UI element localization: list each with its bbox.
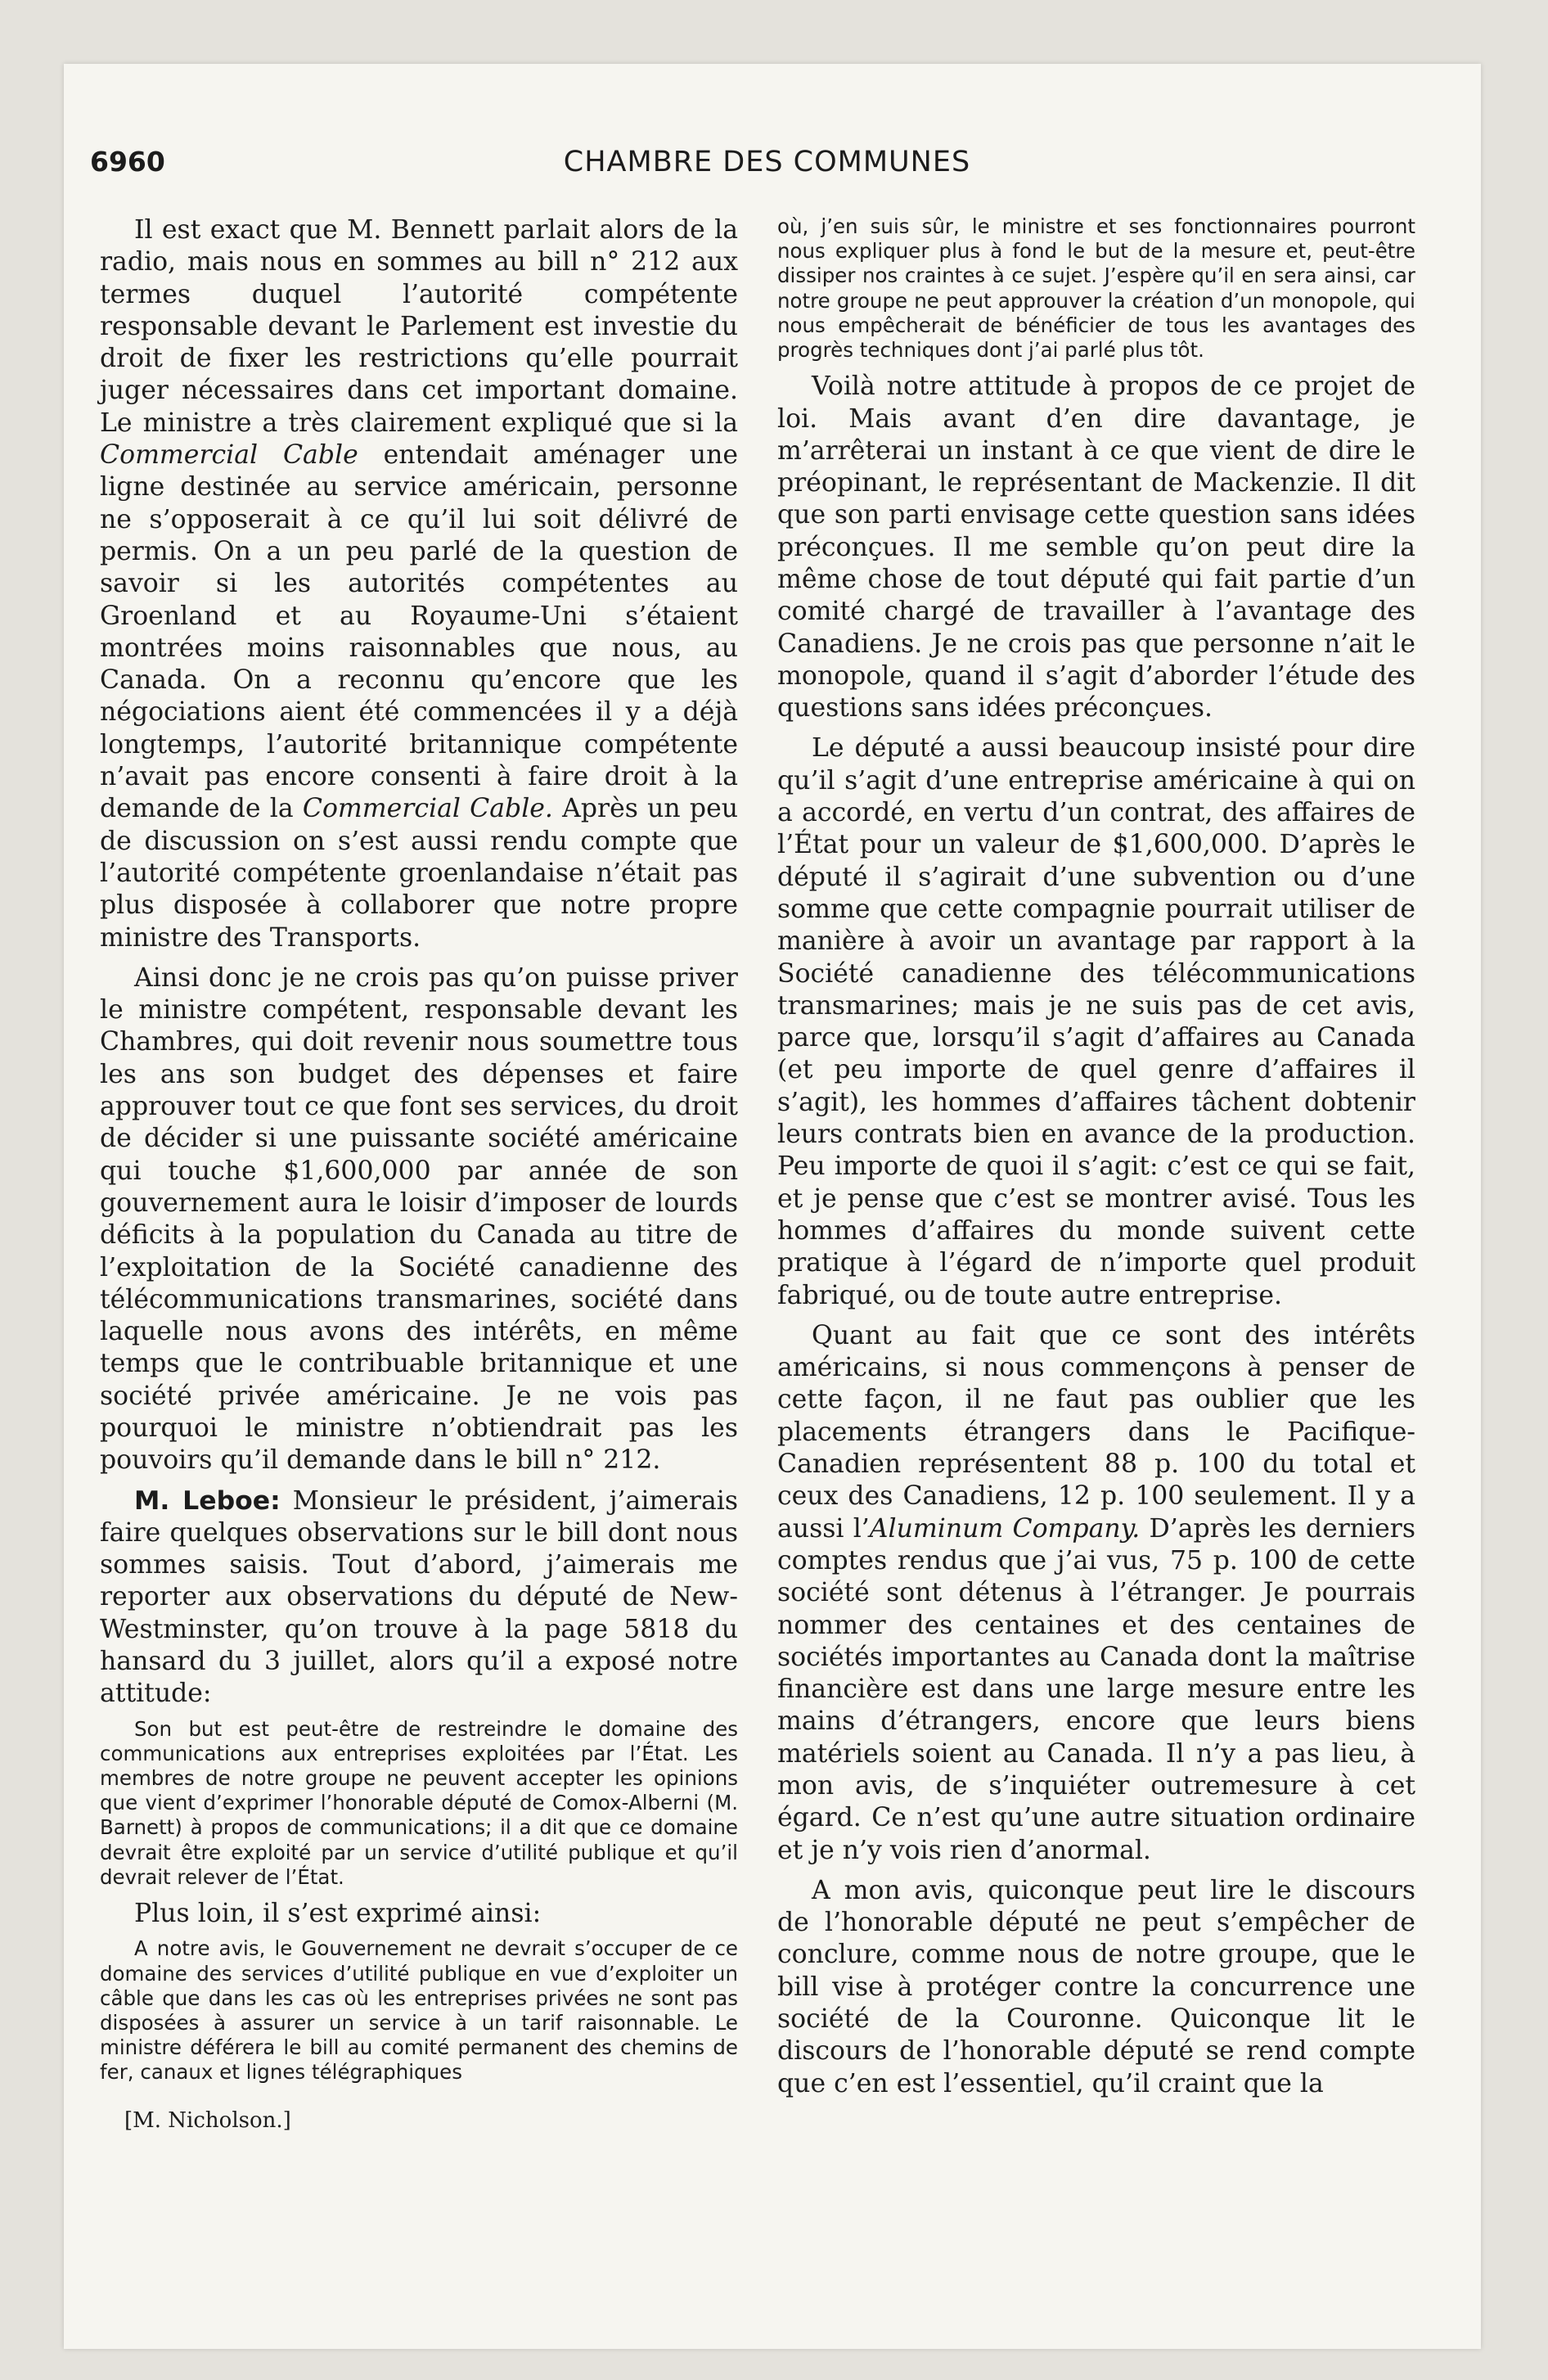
paragraph: Le député a aussi beaucoup insisté pour dire qu’il s’agit d’une entreprise américaine à qui on a accordé, en vertu d’un contrat, des affaires de l’État pour un valeur de $1,600,000. D’après le député il s’agirait d’une subvention ou d’une somme que cette compagnie pourrait utiliser de manière à avoir un avantage par rapport à la Société canadienne des télécommunications transmarines; mais je ne suis pas de cet avis, parce que, lorsqu’il s’agit d’affaires au Canada (et peu importe de quel genre d’affaires il s’agit), les hommes d’affaires tâchent dobtenir leurs contrats bien en avance de la production. Peu importe de quoi il s’agit: c’est ce qui se fait, et je pense que c’est se montrer avisé. Tous les hommes d’affaires du monde suivent cette pratique à l’égard de n’importe quel produit fabriqué, ou de toute autre entreprise. [777,733,1415,1310]
page-number: 6960 [90,146,165,178]
block-quote: Son but est peut-être de restreindre le domaine des communications aux entreprises exploitées par l’État. Les membres de notre groupe ne peuvent accepter les opinions que vient d’exprimer l’honorable député de Comox-Alberni (M. Barnett) à propos de communications; il a dit que ce domaine devrait être exploité par un service d’utilité publique et qu’il devrait relever de l’État. [100,1716,738,1889]
left-column [100,214,738,2133]
paragraph: Voilà notre attitude à propos de ce projet de loi. Mais avant d’en dire davantage, je m’arrêterai un instant à ce que vient de dire le préopinant, le représentant de Mackenzie. Il dit que son parti envisage cette question sans idées préconçues. Il me semble qu’on peut dire la même chose de tout député qui fait partie d’un comité chargé de travailler à l’avantage des Canadiens. Je ne crois pas que personne n’ait le monopole, quand il s’agit d’aborder l’étude des questions sans idées préconçues. [777,372,1415,723]
paragraph: Ainsi donc je ne crois pas qu’on puisse priver le ministre compétent, responsable devant les Chambres, qui doit revenir nous soumettre tous les ans son budget des dépenses et faire approuver tout ce que font ses services, du droit de décider si une puissante société américaine qui touche $1,600,000 par année de son gouvernement aura le loisir d’imposer de lourds déficits à la population du Canada au titre de l’exploitation de la Société canadienne des télécommunications transmarines, société dans laquelle nous avons des intérêts, en même temps que le contribuable britannique et une société privée américaine. Je ne vois pas pourquoi le ministre n’obtiendrait pas les pouvoirs qu’il demande dans le bill n° 212. [100,962,738,1476]
text-run: Monsieur le président, j’aimerais faire quelques observations sur le bill dont nous sommes saisis. Tout d’abord, j’aimerais me reporter aux observations du député de New-Westminster, qu’on trouve à la page 5818 du hansard du 3 juillet, alors qu’il a exposé notre attitude: [100,1485,738,1709]
text-run: Quant au fait que ce sont des intérêts américains, si nous commençons à penser de cette façon, il ne faut pas oublier que les placements étrangers dans le Pacifique-Canadien représentent 88 p. 100 du total et ceux des Canadiens, 12 p. 100 seulement. Il y a aussi l’ [777,1320,1415,1544]
italic-name: Commercial Cable [100,440,358,471]
speaker-name: M. Leboe: [134,1485,281,1516]
block-quote-continuation: où, j’en suis sûr, le ministre et ses fonctionnaires pourront nous expliquer plus à fond le but de la mesure et, peut-être dissiper nos craintes à ce sujet. J’espère qu’il en sera ainsi, car notre groupe ne peut approuver la création d’un monopole, qui nous empêcherait de bénéficier de tous les avantages des progrès techniques dont j’ai parlé plus tôt. [777,214,1415,363]
page-header [90,146,1444,187]
paragraph [100,214,738,954]
italic-name: Commercial Cable. [302,794,553,824]
paragraph [100,1485,738,1711]
paragraph: Plus loin, il s’est exprimé ainsi: [134,1899,542,1929]
running-head: CHAMBRE DES COMMUNES [563,146,971,178]
italic-name: Aluminum Company. [869,1513,1141,1544]
text-run: Après un peu de discussion on s’est aussi rendu compte que l’autorité compétente groenlandaise n’était pas plus disposée à collaborer que notre propre ministre des Transports. [100,794,739,953]
block-quote: A notre avis, le Gouvernement ne devrait s’occuper de ce domaine des services d’utilité publique en vue d’exploiter un câble que dans les cas où les entreprises privées ne sont pas disposées à assurer un service à un tarif raisonnable. Le ministre déférera le bill au comité permanent des chemins de fer, canaux et lignes télégraphiques [100,1936,738,2085]
text-run: entendait aménager une ligne destinée au service américain, personne ne s’opposerait à ce qu’il lui soit délivré de permis. On a un peu parlé de la question de savoir si les autorités compétentes au Groenland et au Royaume-Uni s’étaient montrées moins raisonnables que nous, au Canada. On a reconnu qu’encore que les négociations aient été commencées il y a déjà longtemps, l’autorité britannique compétente n’avait pas encore consenti à faire droit à la demande de la [100,440,738,824]
right-column [777,214,1415,2100]
speaker-attribution: [M. Nicholson.] [124,2107,291,2133]
text-run: D’après les derniers comptes rendus que j’ai vus, 75 p. 100 de cette société sont détenus à l’étranger. Je pourrais nommer des centaines et des centaines de sociétés importantes au Canada dont la maîtrise financière est dans une large mesure entre les mains d’étrangers, encore que leurs biens matériels soient au Canada. Il n’y a pas lieu, à mon avis, de s’inquiéter outremesure à cet égard. Ce n’est qu’une autre situation ordinaire et je n’y vois rien d’anormal. [777,1513,1415,1865]
text-run: Il est exact que M. Bennett parlait alors de la radio, mais nous en sommes au bill n° 212 aux termes duquel l’autorité compétente responsable devant le Parlement est investie du droit de fixer les restrictions qu’elle pourrait juger nécessaires dans cet important domaine. Le ministre a très clairement expliqué que si la [100,215,738,438]
paragraph [777,1320,1415,1867]
paragraph: A mon avis, quiconque peut lire le discours de l’honorable député ne peut s’empêcher de conclure, comme nous de notre groupe, que le bill vise à protéger contre la concurrence une société de la Couronne. Quiconque lit le discours de l’honorable député se rend compte que c’en est l’essentiel, qu’il craint que la [777,1875,1415,2098]
